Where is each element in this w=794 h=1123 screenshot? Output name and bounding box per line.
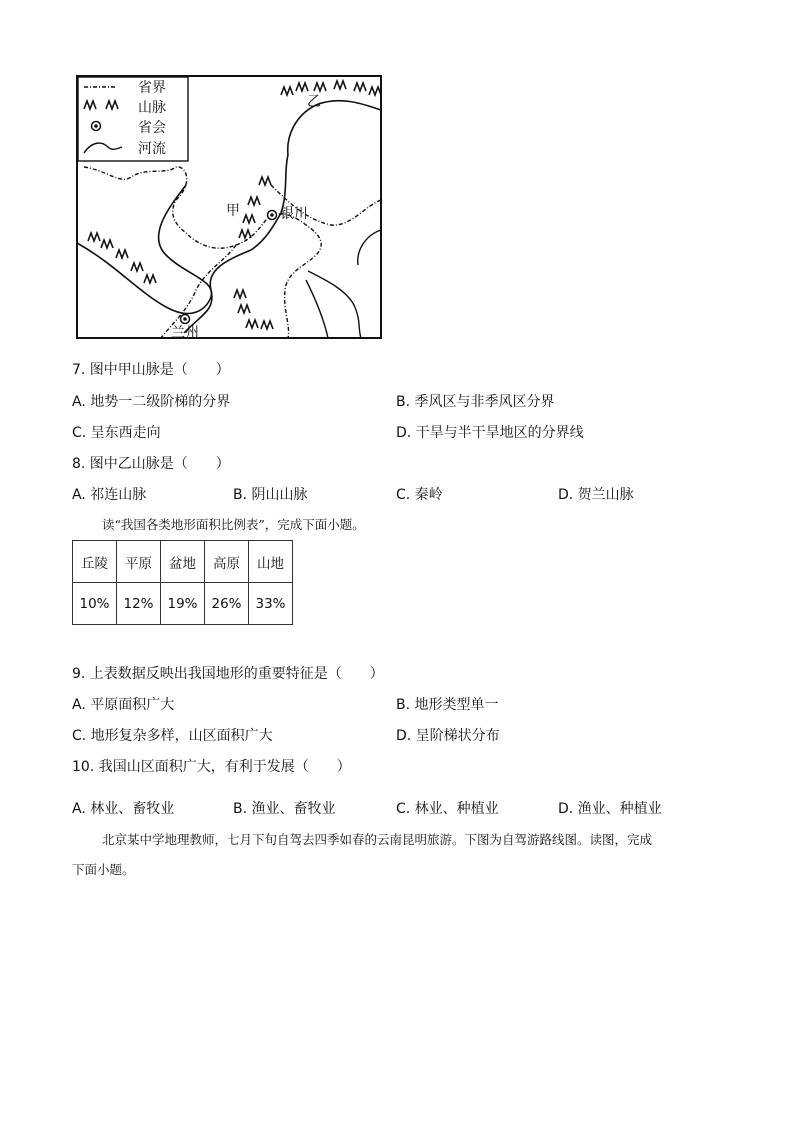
table-header-row bbox=[73, 541, 293, 583]
river-left bbox=[77, 185, 212, 314]
q9-option-c[interactable]: C. 地形复杂多样，山区面积广大 bbox=[72, 728, 273, 744]
q8-option-b[interactable]: B. 阴山山脉 bbox=[233, 487, 308, 503]
table-header-cell: 盆地 bbox=[161, 541, 205, 583]
mountain-range-yi bbox=[281, 81, 381, 95]
mountain-range-liupan bbox=[234, 290, 273, 329]
q10-option-b[interactable]: B. 渔业、畜牧业 bbox=[233, 801, 336, 817]
table-value-cell: 10% bbox=[73, 583, 117, 625]
q10-option-d[interactable]: D. 渔业、种植业 bbox=[558, 801, 662, 817]
q10-option-a[interactable]: A. 林业、畜牧业 bbox=[72, 801, 175, 817]
q7-option-a[interactable]: A. 地势一二级阶梯的分界 bbox=[72, 394, 231, 410]
q8-option-c[interactable]: C. 秦岭 bbox=[396, 487, 443, 503]
trip-intro-line2: 下面小题。 bbox=[72, 862, 135, 877]
legend-mountain-label: 山脉 bbox=[138, 100, 166, 116]
q8-option-a[interactable]: A. 祁连山脉 bbox=[72, 487, 147, 503]
regional-map bbox=[76, 75, 384, 341]
mountain-range-jia bbox=[239, 177, 271, 238]
legend-capital-label: 省会 bbox=[138, 120, 166, 136]
table-value-cell: 19% bbox=[161, 583, 205, 625]
table-header-cell: 山地 bbox=[249, 541, 293, 583]
legend-river-label: 河流 bbox=[138, 141, 166, 157]
legend-boundary-label: 省界 bbox=[138, 80, 166, 96]
river-east bbox=[358, 230, 381, 265]
q8-stem: 8. 图中乙山脉是（ ） bbox=[72, 456, 230, 472]
river-southeast bbox=[308, 271, 361, 338]
table-header-cell: 丘陵 bbox=[73, 541, 117, 583]
province-boundary-1 bbox=[84, 167, 236, 248]
q7-option-c[interactable]: C. 呈东西走向 bbox=[72, 425, 161, 441]
q9-option-b[interactable]: B. 地形类型单一 bbox=[396, 697, 499, 713]
q9-stem: 9. 上表数据反映出我国地形的重要特征是（ ） bbox=[72, 666, 384, 682]
table-header-cell: 高原 bbox=[205, 541, 249, 583]
table-value-cell: 12% bbox=[117, 583, 161, 625]
table-value-row bbox=[73, 583, 293, 625]
table-value-cell: 26% bbox=[205, 583, 249, 625]
yinchuan-capital-icon bbox=[268, 211, 277, 220]
label-jia: 甲 bbox=[226, 203, 240, 219]
label-yi: 乙 bbox=[307, 94, 321, 110]
table-intro: 读“我国各类地形面积比例表”，完成下面小题。 bbox=[102, 517, 365, 532]
map-legend bbox=[78, 77, 188, 161]
q7-option-b[interactable]: B. 季风区与非季风区分界 bbox=[396, 394, 555, 410]
legend-capital-symbol bbox=[92, 122, 101, 131]
trip-intro-line1: 北京某中学地理教师，七月下旬自驾去四季如春的云南昆明旅游。下图为自驾游路线图。读图，完成 bbox=[102, 832, 653, 847]
terrain-area-table bbox=[72, 540, 293, 625]
q9-option-d[interactable]: D. 呈阶梯状分布 bbox=[396, 728, 500, 744]
q7-stem: 7. 图中甲山脉是（ ） bbox=[72, 362, 230, 378]
lanzhou-capital-icon bbox=[181, 315, 190, 324]
q9-option-a[interactable]: A. 平原面积广大 bbox=[72, 697, 175, 713]
q7-option-d[interactable]: D. 干旱与半干旱地区的分界线 bbox=[396, 425, 584, 441]
river-south bbox=[306, 280, 328, 338]
q10-stem: 10. 我国山区面积广大，有利于发展（ ） bbox=[72, 759, 351, 775]
label-yinchuan: 银川 bbox=[280, 206, 308, 222]
table-value-cell: 33% bbox=[249, 583, 293, 625]
q8-option-d[interactable]: D. 贺兰山脉 bbox=[558, 487, 634, 503]
label-lanzhou: 兰州 bbox=[171, 325, 199, 341]
table-header-cell: 平原 bbox=[117, 541, 161, 583]
q10-option-c[interactable]: C. 林业、种植业 bbox=[396, 801, 499, 817]
